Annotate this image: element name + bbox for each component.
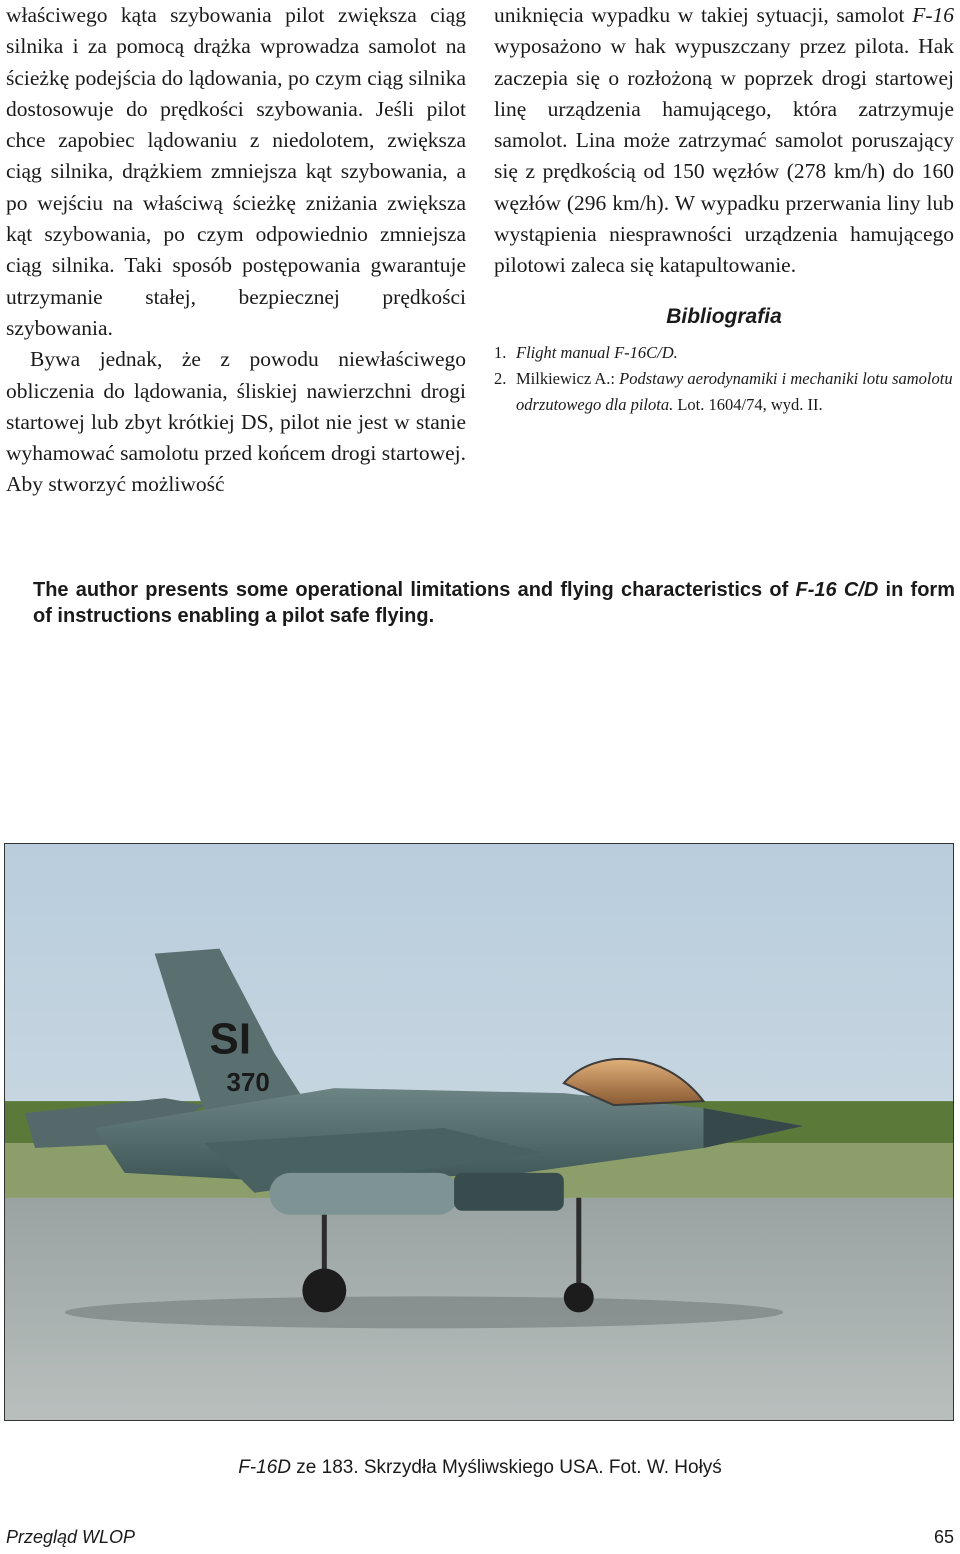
- journal-name: Przegląd WLOP: [6, 1527, 136, 1547]
- bibliography-item-number: 1.: [494, 342, 507, 362]
- bibliography-item-2: [494, 366, 954, 418]
- bibliography-heading: Bibliografia: [666, 304, 782, 328]
- left-paragraph-1: właściwego kąta szybowania pilot zwiększa ciąg silnika i za pomocą drążka wprowadza samolot na ścieżkę podejścia do lądowania, po czym ciąg silnika dostosowuje do prędkości szybowania. Jeśli pilot chce zapobiec lądowaniu z niedolotem, zwiększa ciąg silnika, drążkiem zmniejsza kąt szybowania, a po wejściu na właściwą ścieżkę zniżania zwiększa kąt szybowania, po czym odpowiednio zmniejsza ciąg silnika. Taki sposób postępowania gwarantuje utrzymanie stałej, bezpiecznej prędkości szybowania.: [6, 3, 466, 340]
- nose-wheel: [564, 1282, 594, 1312]
- bibliography-item-title: Flight manual F-16C/D.: [516, 342, 678, 362]
- bibliography-item-publication: Lot. 1604/74, wyd. II.: [673, 394, 823, 414]
- aircraft-name-italic: F-16: [912, 3, 954, 27]
- bibliography-list: [494, 340, 954, 418]
- right-paragraph-1: [494, 0, 954, 282]
- bibliography-item-1: [494, 340, 954, 366]
- abstract-start: The author presents some operational limitations and flying characteristics of: [33, 579, 796, 601]
- tail-number: 370: [226, 1069, 270, 1098]
- bibliography-item-author: Milkiewicz A.:: [516, 368, 620, 388]
- main-wheel: [302, 1269, 346, 1313]
- left-text-column: [6, 0, 466, 501]
- fuel-tank: [269, 1173, 459, 1215]
- aircraft-shadow: [65, 1296, 783, 1328]
- caption-text: ze 183. Skrzydła Myśliwskiego USA. Fot. W. Hołyś: [291, 1457, 722, 1478]
- right-paragraph-1-start: uniknięcia wypadku w takiej sytuacji, samolot: [494, 3, 913, 27]
- right-paragraph-1-rest: wyposażono w hak wypuszczany przez pilota. Hak zaczepia się o rozłożoną w poprzek drogi startowej linę urządzenia hamującego, która zatrzymuje samolot. Lina może zatrzymać samolot poruszający się z prędkością od 150 węzłów (278 km/h) do 160 węzłów (296 km/h). W wypadku przerwania liny lub wystąpienia niesprawności urządzenia hamującego pilotowi zaleca się katapultowanie.: [494, 34, 954, 278]
- right-text-column: [494, 0, 954, 418]
- bibliography-item-number: 2.: [494, 368, 507, 388]
- abstract-aircraft-italic: F-16 C/D: [795, 579, 879, 601]
- page-number: 65: [933, 1527, 954, 1547]
- air-intake: [454, 1173, 564, 1211]
- photo-caption: [0, 1455, 960, 1481]
- f16-photo-illustration: [5, 844, 953, 1420]
- aircraft-photo: [4, 843, 954, 1421]
- tail-code: SI: [209, 1014, 252, 1064]
- bibliography-item-title: Podstawy aerodynamiki i mechaniki lotu samolotu odrzutowego dla pilota.: [516, 368, 953, 414]
- caption-aircraft-italic: F-16D: [238, 1457, 291, 1478]
- left-paragraph-2: Bywa jednak, że z powodu niewłaściwego obliczenia do lądowania, śliskiej nawierzchni drogi startowej lub zbyt krótkiej DS, pilot nie jest w stanie wyhamować samolotu przed końcem drogi startowej. Aby stworzyć możliwość: [6, 347, 466, 497]
- abstract-end: in form of instructions enabling a pilot safe flying.: [33, 579, 955, 627]
- english-abstract: [33, 577, 955, 629]
